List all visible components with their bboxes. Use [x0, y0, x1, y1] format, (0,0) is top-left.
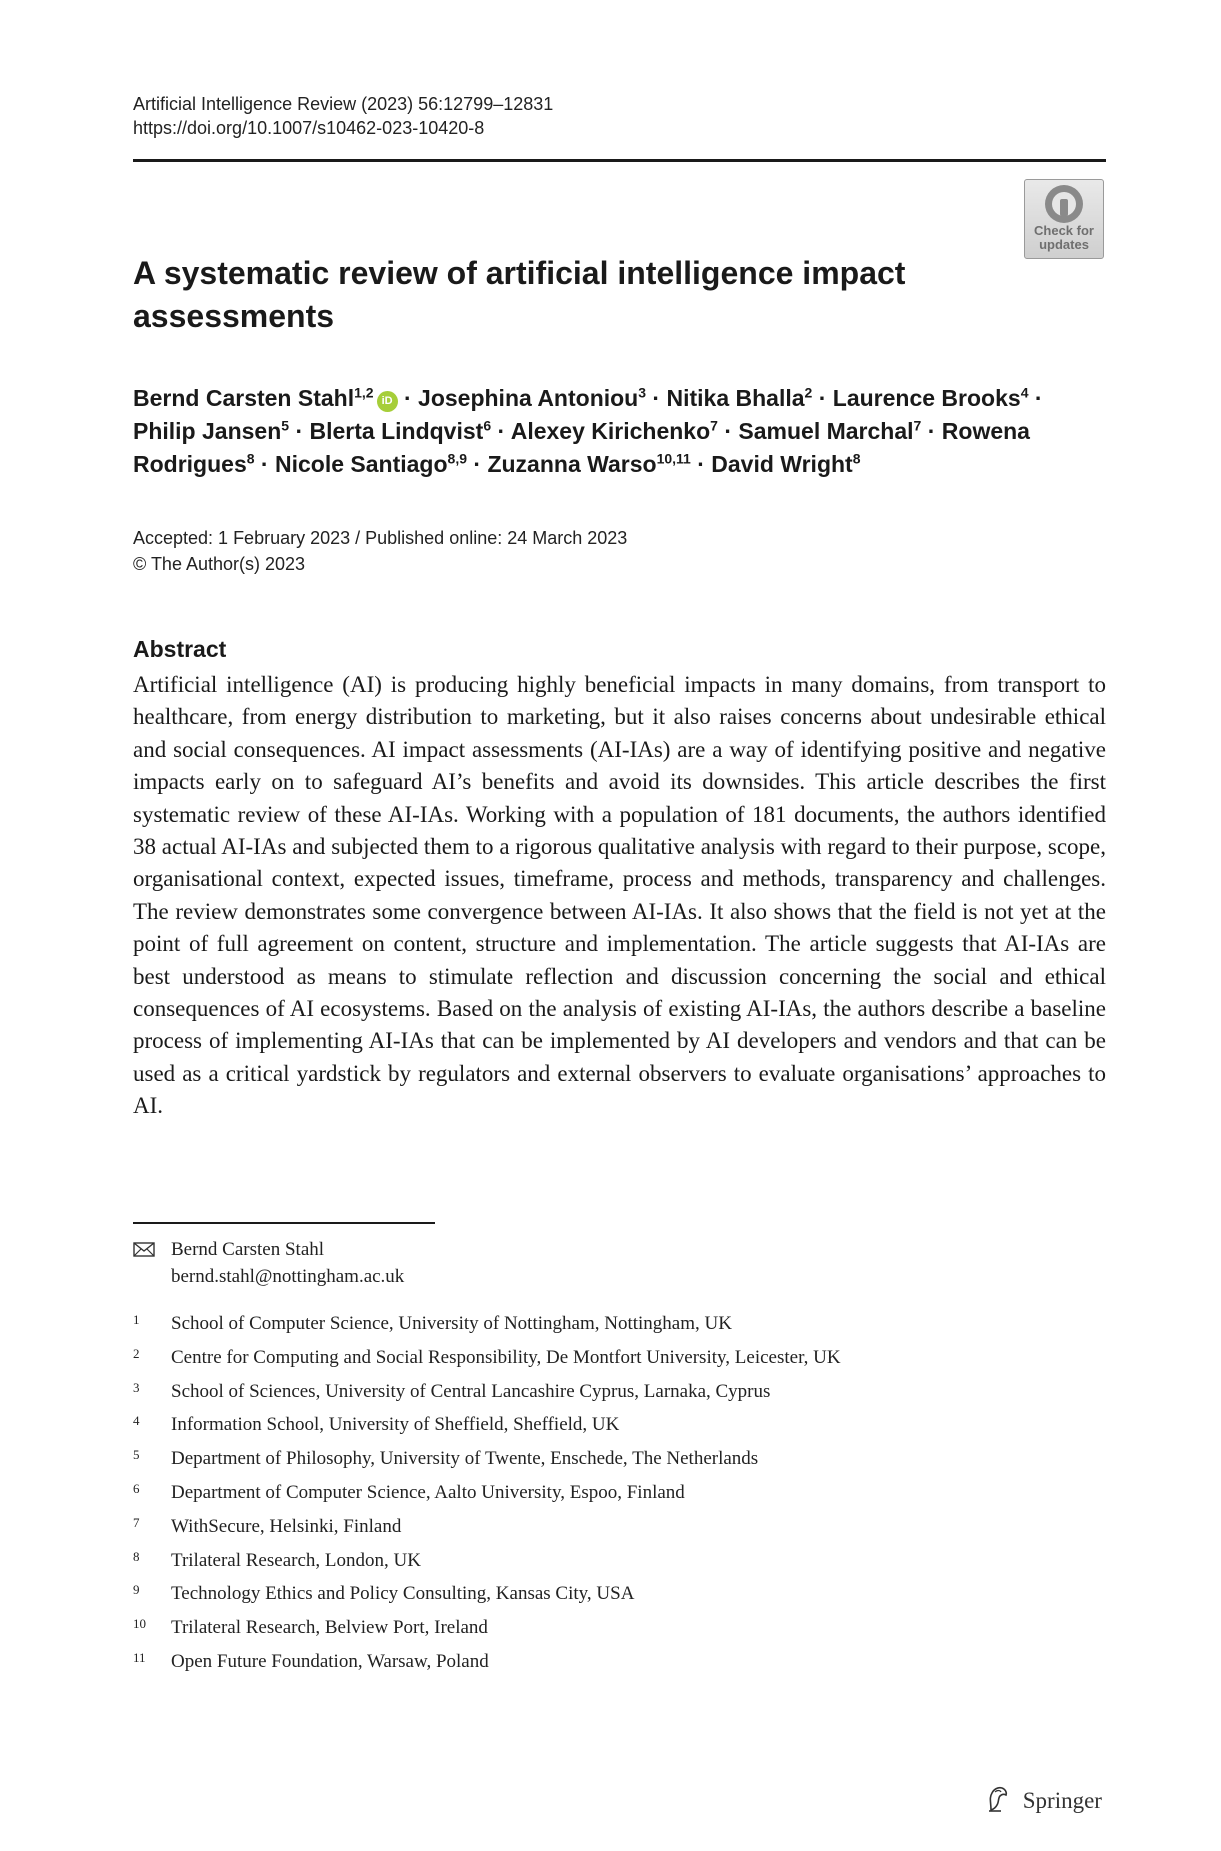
author-name-text: Samuel Marchal — [738, 418, 914, 444]
author-name[interactable] — [310, 418, 492, 444]
footnote-rule — [133, 1222, 435, 1224]
affiliation-number: 3 — [133, 1379, 140, 1395]
check-for-updates-label: Check for updates — [1034, 223, 1094, 252]
check-for-updates-badge[interactable] — [1024, 179, 1104, 259]
affiliation-number: 6 — [133, 1481, 140, 1496]
affiliation-number: 9 — [133, 1582, 140, 1598]
author-affiliation-sup: 4 — [1020, 384, 1029, 401]
author-name-text: Laurence Brooks — [832, 385, 1021, 411]
affiliation-text: WithSecure, Helsinki, Finland — [171, 1515, 402, 1537]
author-name-text: Bernd Carsten Stahl — [133, 385, 355, 411]
publisher-name: Springer — [1022, 1788, 1102, 1813]
envelope-icon — [133, 1242, 155, 1257]
author-name-text: Philip Jansen — [133, 418, 282, 444]
author-affiliation-sup: 2 — [804, 384, 813, 401]
corresponding-author-email[interactable]: bernd.stahl@nottingham.ac.uk — [171, 1266, 405, 1287]
author-name[interactable] — [487, 451, 690, 477]
author-name-text: Rowena Rodrigues — [133, 418, 1030, 477]
copyright-notice: © The Author(s) 2023 — [133, 554, 306, 574]
affiliation-number: 1 — [133, 1312, 140, 1327]
author-name[interactable] — [711, 451, 860, 477]
affiliation-number: 11 — [133, 1650, 146, 1665]
check-for-updates-icon — [1045, 185, 1083, 223]
doi-link[interactable]: https://doi.org/10.1007/s10462-023-10420-8 — [133, 118, 485, 138]
author-name[interactable] — [666, 385, 812, 411]
author-affiliation-sup: 3 — [638, 384, 647, 401]
author-affiliation-sup: 10,11 — [656, 450, 691, 467]
affiliation-number: 10 — [133, 1616, 146, 1632]
affiliation-text: Department of Computer Science, Aalto University, Espoo, Finland — [171, 1482, 685, 1503]
header-rule — [133, 159, 1106, 162]
springer-horse-icon — [985, 1784, 1011, 1812]
affiliation-text: School of Computer Science, University of Nottingham, Nottingham, UK — [171, 1313, 732, 1334]
author-name[interactable] — [511, 418, 718, 444]
author-name-text: Zuzanna Warso — [487, 451, 657, 477]
author-name[interactable] — [418, 385, 646, 411]
author-affiliation-sup: 6 — [483, 417, 492, 434]
affiliation-text: School of Sciences, University of Central Lancashire Cyprus, Larnaka, Cyprus — [171, 1380, 771, 1402]
publisher-logo — [985, 1784, 1102, 1814]
author-name[interactable] — [833, 385, 1029, 411]
author-name[interactable] — [133, 418, 289, 444]
author-name[interactable] — [133, 385, 398, 411]
affiliation-number: 7 — [133, 1514, 140, 1530]
author-affiliation-sup: 5 — [281, 417, 290, 434]
author-affiliation-sup: 7 — [710, 417, 718, 434]
author-affiliation-sup: 7 — [913, 417, 922, 434]
article-title: A systematic review of artificial intelligence impact assessments — [133, 255, 906, 334]
author-affiliation-sup: 8 — [852, 450, 861, 467]
author-affiliation-sup: 1,2 — [354, 384, 374, 401]
author-name-text: Blerta Lindqvist — [309, 418, 484, 444]
author-name-text: Nitika Bhalla — [666, 385, 805, 411]
correspondence — [133, 1236, 404, 1290]
journal-header — [133, 92, 553, 140]
author-name[interactable] — [275, 451, 467, 477]
author-name-text: Josephina Antoniou — [418, 385, 639, 411]
abstract-heading: Abstract — [133, 636, 227, 662]
author-affiliation-sup: 8,9 — [447, 450, 467, 467]
affiliation-number: 8 — [133, 1548, 140, 1564]
publication-dates — [133, 525, 627, 577]
author-list: Bernd Carsten Stahl$^{1,2}$iD · Josephina Antoniou$^3$ · Nitika Bhalla$^2$ · Laurence Brooks$^4$ · Philip Jansen$^5$ · Blerta Lindqvist$^6$ · Alexey Kirichenko$^7$ · Samuel Marchal$^7$ · Rowena Rodrigues$^8$ · Nicole Santiago$^{8,9}$ · Zuzanna Warso$^{10,11}$ · David Wright$^8$ — [133, 384, 1043, 477]
accepted-published-date: Accepted: 1 February 2023 / Published online: 24 March 2023 — [133, 528, 628, 548]
affiliation-text: Trilateral Research, Belview Port, Ireland — [171, 1617, 488, 1639]
journal-citation: Artificial Intelligence Review (2023) 56:12799–12831 — [133, 94, 554, 114]
orcid-icon[interactable]: iD — [377, 391, 398, 412]
author-affiliation-sup: 8 — [246, 450, 255, 467]
affiliation-number: 5 — [133, 1447, 140, 1463]
author-name-text: Nicole Santiago — [274, 451, 448, 477]
affiliation-text: Trilateral Research, London, UK — [171, 1549, 421, 1571]
affiliation-text: Information School, University of Sheffield, Sheffield, UK — [171, 1414, 620, 1436]
abstract-text: Artificial intelligence (AI) is producing highly beneficial impacts in many domains, from transport to healthcare, from energy distribution to marketing, but it also raises concerns about undesirable ethical and social consequences. AI impact assessments (AI-IAs) are a way of identifying positive and negative impacts early on to safeguard AI’s benefits and avoid its downsides. This article describes the first systematic review of these AI-IAs. Working with a population of 181 documents, the authors identified 38 actual AI-IAs and subjected them to a rigorous qualitative analysis with regard to their purpose, scope, organisational context, expected issues, timeframe, process and methods, transparency and challenges. The review demonstrates some convergence between AI-IAs. It also shows that the field is not yet at the point of full agreement on content, structure and implementation. The article suggests that AI-IAs are best understood as means to stimulate reflection and discussion concerning the social and ethical consequences of AI ecosystems. Based on the analysis of existing AI-IAs, the authors describe a baseline process of implementing AI-IAs that can be implemented by AI developers and vendors and that can be used as a critical yardstick by regulators and external observers to evaluate organisations’ approaches to AI. — [133, 672, 1106, 1119]
affiliation-text: Technology Ethics and Policy Consulting, Kansas City, USA — [171, 1583, 635, 1605]
affiliation-text: Centre for Computing and Social Responsibility, De Montfort University, Leicester, UK — [171, 1346, 841, 1368]
corresponding-author-name: Bernd Carsten Stahl — [171, 1239, 325, 1260]
affiliation-text: Department of Philosophy, University of Twente, Enschede, The Netherlands — [171, 1448, 759, 1470]
author-name-text: David Wright — [711, 451, 853, 477]
affiliation-text: Open Future Foundation, Warsaw, Poland — [171, 1651, 489, 1672]
affiliation-number: 2 — [133, 1345, 140, 1361]
affiliation-number: 4 — [133, 1413, 140, 1429]
author-name-text: Alexey Kirichenko — [510, 418, 711, 444]
author-name[interactable] — [738, 418, 921, 444]
